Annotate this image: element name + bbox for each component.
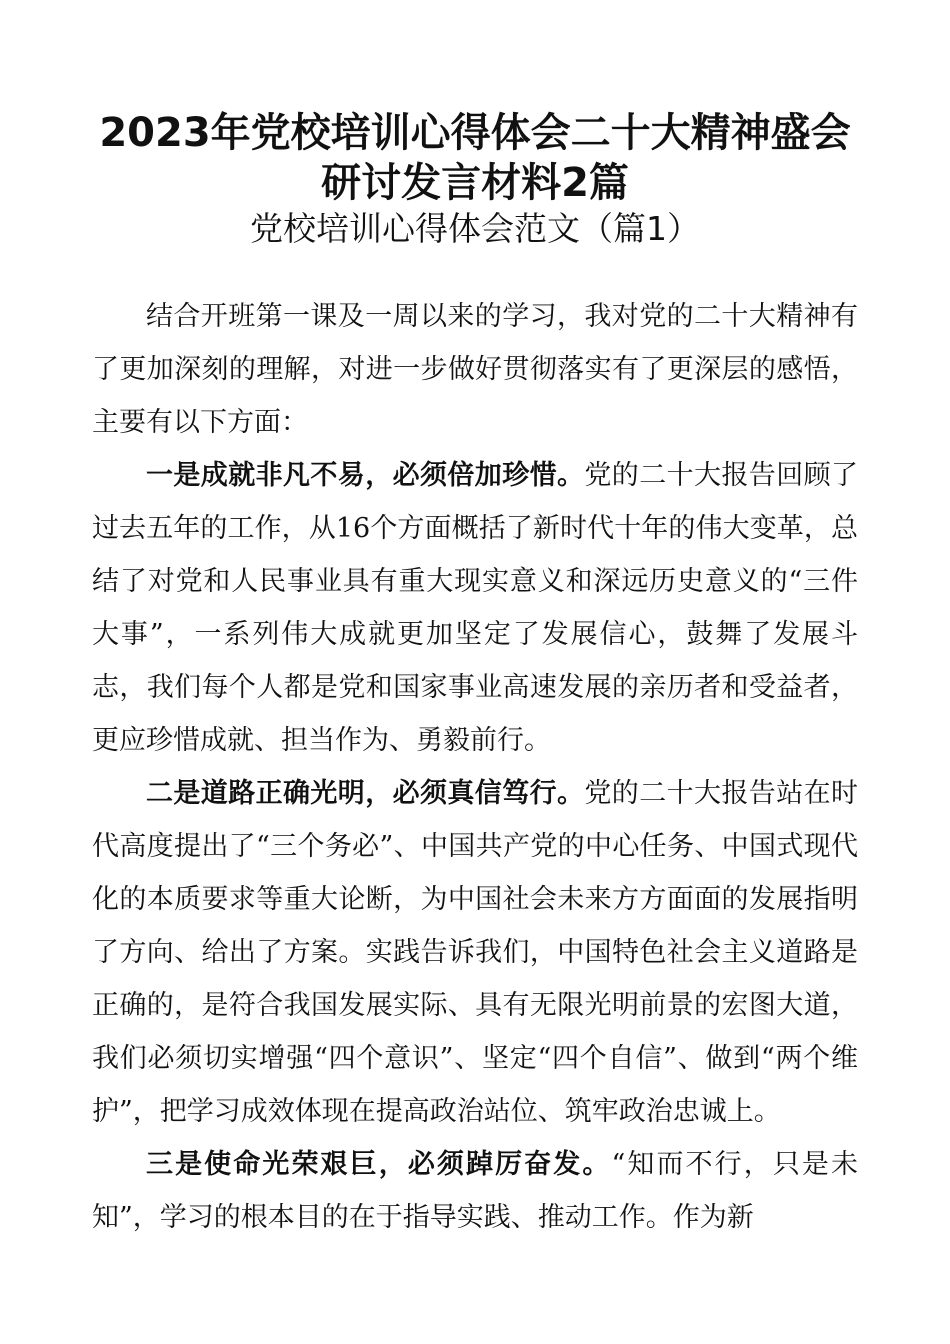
paragraph-text: 结合开班第一课及一周以来的学习，我对党的二十大精神有了更加深刻的理解，对进一步做好贯彻落实有了更深层的感悟，主要有以下方面： bbox=[92, 301, 858, 438]
paragraph-text: 党的二十大报告站在时代高度提出了“三个务必”、中国共产党的中心任务、中国式现代化的本质要求等重大论断，为中国社会未来方方面面的发展指明了方向、给出了方案。实践告诉我们，中国特色社会主义道路是正确的，是符合我国发展实际、具有无限光明前景的宏图大道，我们必须切实增强“四个意识”、坚定“四个自信”、做到“两个维护”，把学习成效体现在提高政治站位、筑牢政治忠诚上。 bbox=[92, 778, 859, 1127]
paragraph-intro bbox=[92, 290, 858, 449]
document-title-line-2: 研讨发言材料2篇 bbox=[321, 160, 629, 206]
paragraph-text: 党的二十大报告回顾了过去五年的工作，从16个方面概括了新时代十年的伟大变革，总结了对党和人民事业具有重大现实意义和深远历史意义的“三件大事”，一系列伟大成就更加坚定了发展信心，鼓舞了发展斗志，我们每个人都是党和国家事业高速发展的亲历者和受益者，更应珍惜成就、担当作为、勇毅前行。 bbox=[92, 460, 859, 756]
paragraph-lead: 二是道路正确光明，必须真信笃行。 bbox=[146, 778, 585, 809]
section-heading: 党校培训心得体会范文（篇1） bbox=[250, 209, 700, 248]
document-body bbox=[92, 290, 858, 1244]
paragraph-lead: 一是成就非凡不易，必须倍加珍惜。 bbox=[146, 460, 585, 491]
paragraph-text: “知而不行，只是未知”，学习的根本目的在于指导实践、推动工作。作为新 bbox=[92, 1149, 859, 1233]
document-title bbox=[40, 108, 910, 208]
paragraph-lead: 三是使命光荣艰巨，必须踔厉奋发。 bbox=[146, 1149, 612, 1180]
paragraph-point-1 bbox=[92, 449, 858, 767]
paragraph-point-2 bbox=[92, 767, 858, 1138]
document-title-line-1: 2023年党校培训心得体会二十大精神盛会 bbox=[99, 110, 851, 156]
paragraph-point-3 bbox=[92, 1138, 858, 1244]
